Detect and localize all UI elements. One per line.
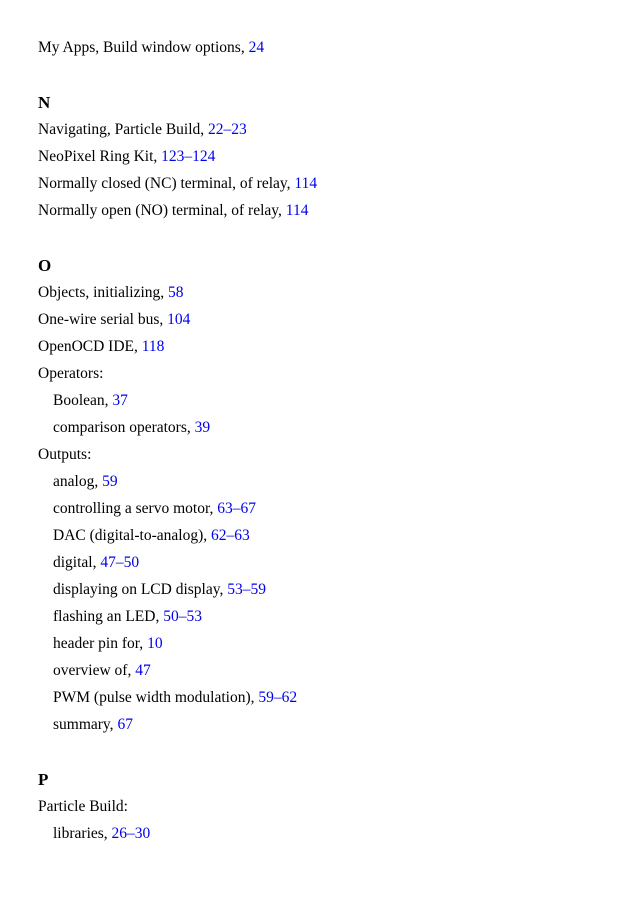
index-term: analog,: [53, 473, 103, 490]
index-term: displaying on LCD display,: [53, 581, 228, 598]
index-term: Outputs:: [38, 446, 92, 463]
index-term: Navigating, Particle Build,: [38, 121, 209, 138]
page-reference-link[interactable]: 47–50: [100, 554, 140, 571]
index-entry: [38, 793, 618, 820]
index-term: NeoPixel Ring Kit,: [38, 148, 162, 165]
index-entry: [38, 441, 618, 468]
page-reference-link[interactable]: 24: [248, 39, 265, 56]
page-reference-link[interactable]: 62–63: [210, 527, 250, 544]
index-term: Objects, initializing,: [38, 284, 169, 301]
index-term: My Apps, Build window options,: [38, 39, 249, 56]
index-term: controlling a servo motor,: [53, 500, 218, 517]
index-subentry: [38, 387, 618, 414]
page-reference-link[interactable]: 22–23: [208, 121, 247, 138]
index-subentry: [38, 414, 618, 441]
page-reference-link[interactable]: 118: [141, 338, 165, 355]
index-subentry: [38, 820, 618, 847]
index-term: Boolean,: [53, 392, 113, 409]
index-subentry: [38, 657, 618, 684]
index-subentry: [38, 711, 618, 738]
page-reference-link[interactable]: 47: [135, 662, 151, 679]
index-entry: [38, 279, 618, 306]
index-term: Normally open (NO) terminal, of relay,: [38, 202, 286, 219]
index-subentry: [38, 522, 618, 549]
index-subentry: [38, 549, 618, 576]
page-reference-link[interactable]: 50–53: [163, 608, 202, 625]
page-reference-link[interactable]: 58: [168, 284, 184, 301]
index-term: header pin for,: [53, 635, 148, 652]
index-entry: [38, 306, 618, 333]
index-term: libraries,: [53, 825, 112, 842]
index-term: PWM (pulse width modulation),: [53, 689, 259, 706]
index-entry: [38, 143, 618, 170]
index-term: OpenOCD IDE,: [38, 338, 142, 355]
page-reference-link[interactable]: 10: [147, 635, 163, 652]
index-subentry: [38, 468, 618, 495]
index-entry: [38, 197, 618, 224]
page-reference-link[interactable]: 63–67: [217, 500, 256, 517]
page-reference-link[interactable]: 59: [102, 473, 118, 490]
index-subentry: [38, 684, 618, 711]
page-reference-link[interactable]: 114: [294, 175, 318, 192]
index-term: summary,: [53, 716, 118, 733]
index-term: comparison operators,: [53, 419, 195, 436]
index-subentry: [38, 576, 618, 603]
index-term: flashing an LED,: [53, 608, 164, 625]
index-section-letter: N: [38, 93, 51, 112]
index-entry: [38, 333, 618, 360]
page-reference-link[interactable]: 59–62: [258, 689, 298, 706]
page-reference-link[interactable]: 39: [194, 419, 211, 436]
index-term: Operators:: [38, 365, 104, 382]
page-reference-link[interactable]: 104: [167, 311, 191, 328]
page-reference-link[interactable]: 123–124: [161, 148, 216, 165]
index-section-letter: O: [38, 256, 52, 275]
page-reference-link[interactable]: 114: [285, 202, 309, 219]
index-subentry: [38, 495, 618, 522]
index-entry: [38, 170, 618, 197]
index-entry: [38, 116, 618, 143]
page-reference-link[interactable]: 26–30: [111, 825, 151, 842]
index-subentry: [38, 630, 618, 657]
index-term: digital,: [53, 554, 101, 571]
index-section-letter: P: [38, 770, 49, 789]
index-term: overview of,: [53, 662, 136, 679]
page-reference-link[interactable]: 37: [112, 392, 128, 409]
page-reference-link[interactable]: 67: [117, 716, 133, 733]
index-entries: [38, 34, 618, 847]
page-reference-link[interactable]: 53–59: [227, 581, 266, 598]
index-subentry: [38, 603, 618, 630]
index-term: Particle Build:: [38, 798, 128, 815]
index-term: DAC (digital-to-analog),: [53, 527, 211, 544]
index-entry: [38, 34, 618, 61]
index-entry: [38, 360, 618, 387]
index-term: One-wire serial bus,: [38, 311, 168, 328]
index-term: Normally closed (NC) terminal, of relay,: [38, 175, 295, 192]
